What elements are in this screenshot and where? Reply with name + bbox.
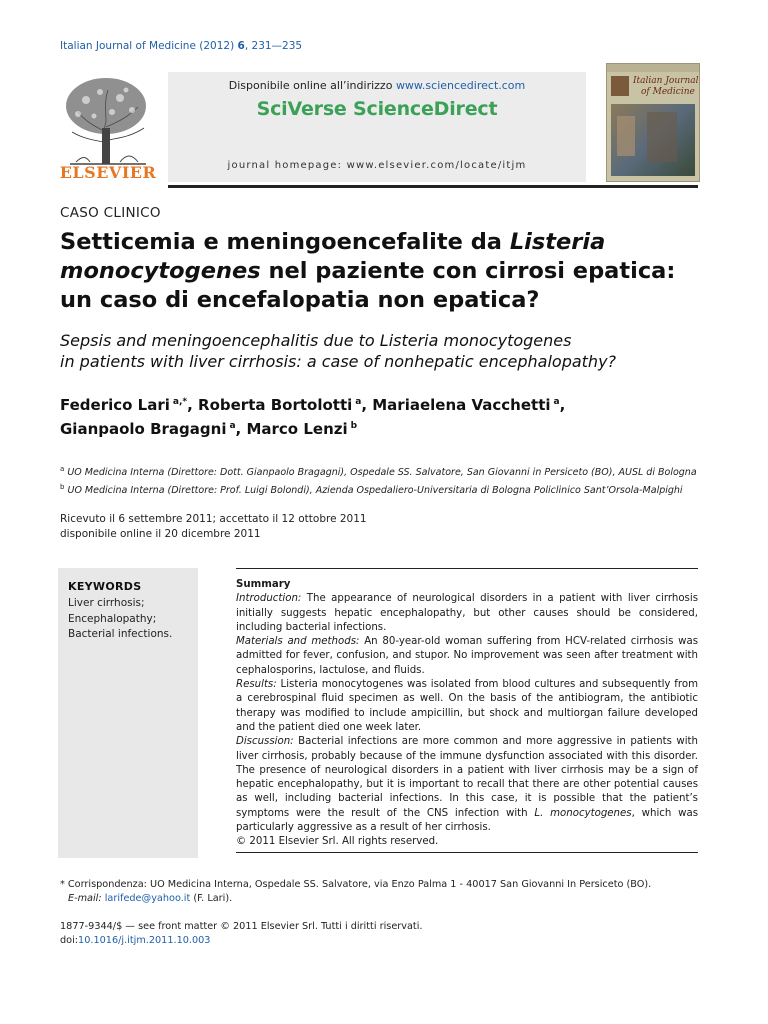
title-species: monocytogenes [60,258,261,284]
author-name[interactable]: Federico Lari [60,396,170,414]
sciencedirect-link[interactable]: www.sciencedirect.com [395,79,526,92]
doi-link[interactable]: 10.1016/j.itjm.2011.10.003 [78,935,211,946]
author-affil[interactable]: a,* [172,397,188,407]
affiliations [60,462,720,498]
subtitle-line: Sepsis and meningoencephalitis due to Listeria monocytogenes [60,331,572,350]
journal-reference[interactable] [60,40,302,52]
abstract-results: Results: Listeria monocytogenes was isolated from blood cultures and subsequently from a cerebrospinal fluid specimen as well. On the basis of the antibiogram, the antibiotic therapy was modified to include ampicillin, but shock and multiorgan failure developed and the patient died one week later. [236,679,698,733]
author-name[interactable]: Roberta Bortolotti [198,396,353,414]
affiliation-a: $^a$ UO Medicina Interna (Direttore: Dott. Gianpaolo Bragagni), Ospedale SS. Salvatore, San Giovanni in Persiceto (BO), AUSL di Bologna [60,465,697,478]
abstract-top-rule [236,568,698,569]
author-affil[interactable]: a [355,397,362,407]
email-link[interactable]: larifede@yahoo.it [104,893,191,904]
front-matter [60,920,720,948]
abstract-heading: Summary [236,579,291,590]
article-subtitle [60,330,720,372]
keyword-item: Liver cirrhosis; [68,597,145,609]
abstract-copyright: © 2011 Elsevier Srl. All rights reserved. [236,836,439,848]
online-date: disponibile online il 20 dicembre 2011 [60,527,261,540]
author-name[interactable]: Gianpaolo Bragagni [60,420,227,438]
sciverse-logo[interactable]: SciVerse ScienceDirect [256,98,498,120]
available-online [168,79,586,92]
author-list: Federico Lari $^{a,*}$, Roberta Bortolotti $^a$, Mariaelena Vacchetti $^a$, Gianpaolo Bragagni $^a$, Marco Lenzi $^b$ [60,396,566,438]
header-rule [168,185,698,188]
abstract-introduction: Introduction: The appearance of neurological disorders in a patient with liver cirrhosis initially suggests hepatic encephalopathy, but other causes should be considered, including bacterial infections. [236,593,698,633]
affiliation-b: $^b$ UO Medicina Interna (Direttore: Prof. Luigi Bolondi), Azienda Ospedaliero-Universitaria di Bologna Policlinico Sant’Orsola-Malpighi [60,483,683,496]
title-part: Setticemia e meningoencefalite da [60,229,510,255]
received-accepted: Ricevuto il 6 settembre 2011; accettato il 12 ottobre 2011 [60,513,367,525]
journal-name: Italian Journal of Medicine (2012) [60,40,235,52]
subtitle-line: in patients with liver cirrhosis: a case of nonhepatic encephalopathy? [60,352,617,371]
cover-title-2: of Medicine [641,87,695,97]
title-part: nel paziente con cirrosi epatica: [260,258,676,284]
keyword-item: Encephalopathy; [68,612,157,625]
doi-prefix: doi: [60,935,79,946]
author-name[interactable]: Marco Lenzi [246,420,348,438]
journal-volume: 6 [237,40,245,52]
abstract [236,578,698,850]
author-affil[interactable]: a [553,397,560,407]
elsevier-logo [56,72,160,184]
issn-copyright: 1877-9344/$ — see front matter © 2011 Elsevier Srl. Tutti i diritti riservati. [60,921,423,932]
title-part: un caso di encefalopatia non epatica? [60,287,540,313]
article-title [60,228,720,315]
author-affil[interactable]: a [229,421,236,431]
footnote-star: * [60,879,65,890]
correspondence: * Corrispondenza: UO Medicina Interna, Ospedale SS. Salvatore, via Enzo Palma 1 - 40017 San Giovanni In Persiceto (BO). E-mail: larifede@yahoo.it (F. Lari). [60,879,652,904]
available-prefix: Disponibile online all’indirizzo [228,79,393,92]
section-label: CASO CLINICO [60,205,161,221]
keywords-list [68,596,172,643]
correspondence-address: Corrispondenza: UO Medicina Interna, Ospedale SS. Salvatore, via Enzo Palma 1 - 40017 San Giovanni In Persiceto (BO). [64,879,652,890]
keyword-item: Bacterial infections. [68,628,173,640]
journal-cover [606,63,700,182]
cover-title-1: Italian Journal [633,76,699,86]
author-name[interactable]: Mariaelena Vacchetti [372,396,551,414]
abstract-methods: Materials and methods: An 80-year-old woman suffering from HCV-related cirrhosis was admitted for fever, confusion, and stupor. No improvement was seen after treatment with cephalosporins, lactulose, and fluids. [236,636,699,676]
author-affil[interactable]: b [350,421,358,431]
keywords-title: KEYWORDS [68,580,142,593]
elsevier-wordmark: ELSEVIER [59,163,157,182]
article-dates [60,512,560,541]
journal-homepage[interactable]: journal homepage: www.elsevier.com/locate/itjm [227,160,527,171]
title-species: Listeria [509,229,606,255]
journal-pages: , 231—235 [244,40,303,52]
abstract-discussion: Discussion: Bacterial infections are more common and more aggressive in patients with liver cirrhosis, probably because of the immune dysfunction associated with this disorder. The presence of neurological disorders in a patient with liver cirrhosis may be a sign of hepatic encephalopathy, but it is important to recall that there are other potential causes as well, including bacterial infections. In this case, it is possible that the patient’s symptoms were the result of the CNS infection with L. monocytogenes, which was particularly aggressive as a result of her cirrhosis. [236,736,699,834]
abstract-bottom-rule [236,852,698,853]
email-label: E-mail: [68,893,102,904]
